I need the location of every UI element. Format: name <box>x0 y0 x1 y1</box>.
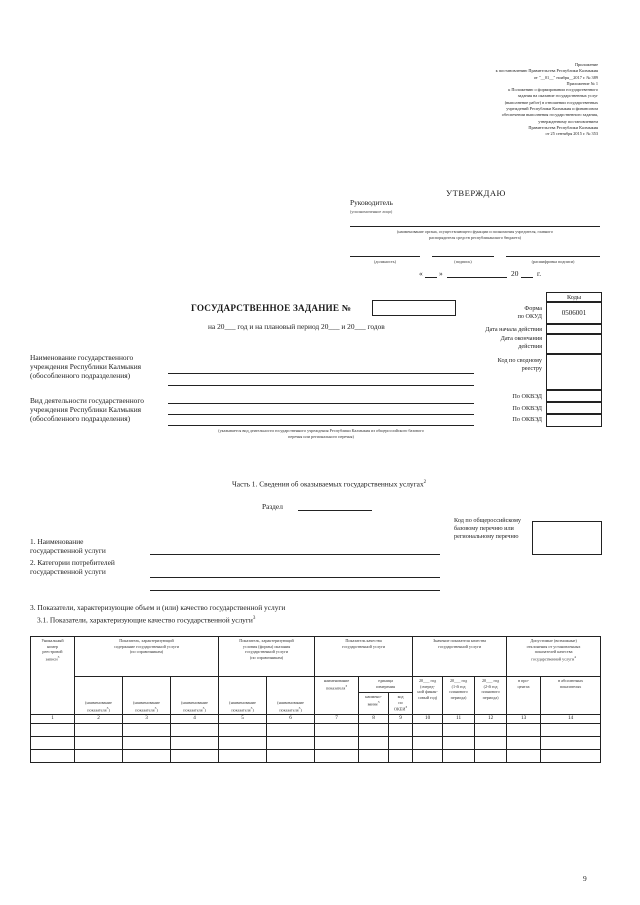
col-number: 7 <box>315 715 359 724</box>
activity-caption: (указывается вид деятельности государственного учреждения Республики Калмыкия из общероссийского базового перечня или регионального перечня) <box>218 428 424 440</box>
column-numbers-row <box>31 715 601 724</box>
quality-table <box>30 636 601 763</box>
institution-name-label: Наименование государственного учреждения Республики Калмыкия (обособленного подразделения) <box>30 353 142 381</box>
subheader-absolute: в абсолютных показателях <box>541 677 601 715</box>
subheader-condition-2: (наименование показателя$^3$) <box>267 677 315 715</box>
service-name-line[interactable] <box>150 554 440 555</box>
col-number: 12 <box>475 715 507 724</box>
name-line[interactable] <box>506 256 600 257</box>
okved-cell-3[interactable] <box>546 413 602 427</box>
col-number: 10 <box>413 715 443 724</box>
activity-line-2[interactable] <box>168 414 474 415</box>
head-label: Руководитель <box>350 198 393 207</box>
signature-line[interactable] <box>432 256 494 257</box>
note-line: к Положению о формировании государственного <box>508 87 598 93</box>
activity-line-1[interactable] <box>168 403 474 404</box>
form-code-cell[interactable]: 0506001 <box>546 301 602 325</box>
service-name-label: 1. Наименование государственной услуги <box>30 537 106 556</box>
table-row[interactable] <box>31 724 601 737</box>
date-quote-open: « <box>419 269 423 278</box>
header-notes <box>420 62 598 138</box>
col-number: 13 <box>507 715 541 724</box>
subheader-indicator-name: наименование показателя$^3$ <box>315 677 359 715</box>
header-deviations: Допустимые (возможные) отклонения от установленных показателей качества государственной услуги$^4$ <box>507 637 601 677</box>
subheader-unit-code: код по ОКЕИ$^3$ <box>389 693 413 715</box>
end-date-label: Дата окончания действия <box>500 335 542 350</box>
end-date-cell[interactable] <box>546 333 602 355</box>
category-label: 2. Категории потребителей государственной услуги <box>30 558 115 577</box>
subheader-unit-name: наимено- вание$^3$ <box>359 693 389 715</box>
subheader-year-1: 20___ год (очеред- ной финан- совый год) <box>413 677 443 715</box>
note-line: к постановлению Правительства Республики Калмыкия <box>495 68 598 74</box>
assignment-title: ГОСУДАРСТВЕННОЕ ЗАДАНИЕ № <box>191 303 352 313</box>
date-day-line[interactable] <box>425 277 437 278</box>
start-date-label: Дата начала действия <box>485 326 542 333</box>
basic-code-label: Код по общероссийскому базовому перечню или региональному перечню <box>454 517 522 540</box>
date-month-line[interactable] <box>447 277 507 278</box>
table-row[interactable] <box>31 750 601 763</box>
header-condition-indicator: Показатель, характеризующий условия (формы) оказания государственной услуги (по справочникам) <box>219 637 315 677</box>
note-line: задания на оказание государственных услуг <box>517 93 598 99</box>
note-line: обеспечении выполнения государственного задания, <box>501 112 598 118</box>
basic-code-box[interactable] <box>532 521 602 555</box>
institution-name-line-2[interactable] <box>168 385 474 386</box>
institution-name-line-1[interactable] <box>168 373 474 374</box>
subheader-unit: единица измерения <box>359 677 413 693</box>
subheader-content-1: (наименование показателя$^3$) <box>75 677 123 715</box>
subheader-content-3: (наименование показателя$^3$) <box>171 677 219 715</box>
approve-title: УТВЕРЖДАЮ <box>446 188 506 198</box>
date-year-line[interactable] <box>521 277 533 278</box>
col-number: 2 <box>75 715 123 724</box>
col-number: 14 <box>541 715 601 724</box>
page-number: 9 <box>583 874 587 883</box>
header-content-indicator: Показатель, характеризующий содержание государственной услуги (по справочникам) <box>75 637 219 677</box>
okved-label-1: По ОКВЭД <box>512 393 542 400</box>
period-text: на 20___ год и на плановый период 20___ и 20___ годов <box>208 322 385 331</box>
activity-label: Вид деятельности государственного учреждения Республики Калмыкия (обособленного подразделения) <box>30 396 144 424</box>
note-line: Приложение <box>574 62 598 67</box>
note-line: учреждений Республики Калмыкия и финансовом <box>506 106 598 112</box>
date-year-suffix: г. <box>537 269 542 278</box>
subheader-percent: в про- центах <box>507 677 541 715</box>
subheader-year-3: 20___ год (2-й год планового периода) <box>475 677 507 715</box>
indicators-title: 3. Показатели, характеризующие объем и (или) качество государственной услуги <box>30 603 286 612</box>
note-line: Правительства Республики Калмыкия <box>528 124 598 130</box>
part1-title: Часть 1. Сведения об оказываемых государственных услугах$^2$ <box>232 479 427 489</box>
registry-label: Код по сводному реестру <box>497 357 542 372</box>
col-number: 8 <box>359 715 389 724</box>
org-caption: (наименование органа, осуществляющего функции и полномочия учредителя, главного распорядителя средств республиканского бюджета) <box>397 229 553 241</box>
head-sub: (уполномоченное лицо) <box>350 209 393 214</box>
subheader-content-2: (наименование показателя$^3$) <box>123 677 171 715</box>
note-line: от 25 сентября 2015 г. № 353 <box>545 131 598 137</box>
position-caption: (должность) <box>374 259 396 264</box>
form-label: Форма по ОКУД <box>517 305 542 320</box>
col-number: 1 <box>31 715 75 724</box>
name-caption: (расшифровка подписи) <box>531 259 575 264</box>
note-line: Приложение № 1 <box>566 80 598 86</box>
okved-label-2: По ОКВЭД <box>512 405 542 412</box>
note-line: (выполнение работ) в отношении государственных <box>504 99 598 105</box>
date-year-prefix: 20 <box>511 269 519 278</box>
table-row[interactable] <box>31 737 601 750</box>
header-unique-number: Уникальный номер реестровой записи$^3$ <box>31 637 75 715</box>
category-line-2[interactable] <box>150 590 440 591</box>
activity-line-3[interactable] <box>168 425 474 426</box>
note-line: от "__01__" ноября__2017 г. № 389 <box>533 74 598 80</box>
col-number: 11 <box>443 715 475 724</box>
section-line[interactable] <box>298 510 372 511</box>
date-quote-close: » <box>439 269 443 278</box>
col-number: 6 <box>267 715 315 724</box>
section-label: Раздел <box>262 502 283 511</box>
subheader-condition-1: (наименование показателя$^3$) <box>219 677 267 715</box>
subheader-year-2: 20___ год (1-й год планового периода) <box>443 677 475 715</box>
col-number: 4 <box>171 715 219 724</box>
header-quality-values: Значение показателя качества государственной услуги <box>413 637 507 677</box>
category-line-1[interactable] <box>150 577 440 578</box>
signature-caption: (подпись) <box>454 259 472 264</box>
codes-header-cell: Коды <box>546 292 602 303</box>
assignment-number-box[interactable] <box>372 300 456 316</box>
registry-cell[interactable] <box>546 353 602 391</box>
quality-title: 3.1. Показатели, характеризующие качество государственной услуги$^3$ <box>37 615 256 625</box>
header-quality-indicator: Показатель качества государственной услуги <box>315 637 413 677</box>
okved-label-3: По ОКВЭД <box>512 416 542 423</box>
note-line: утвержденному постановлением <box>538 118 598 124</box>
org-line[interactable] <box>350 226 600 227</box>
col-number: 9 <box>389 715 413 724</box>
col-number: 3 <box>123 715 171 724</box>
position-line[interactable] <box>350 256 420 257</box>
col-number: 5 <box>219 715 267 724</box>
